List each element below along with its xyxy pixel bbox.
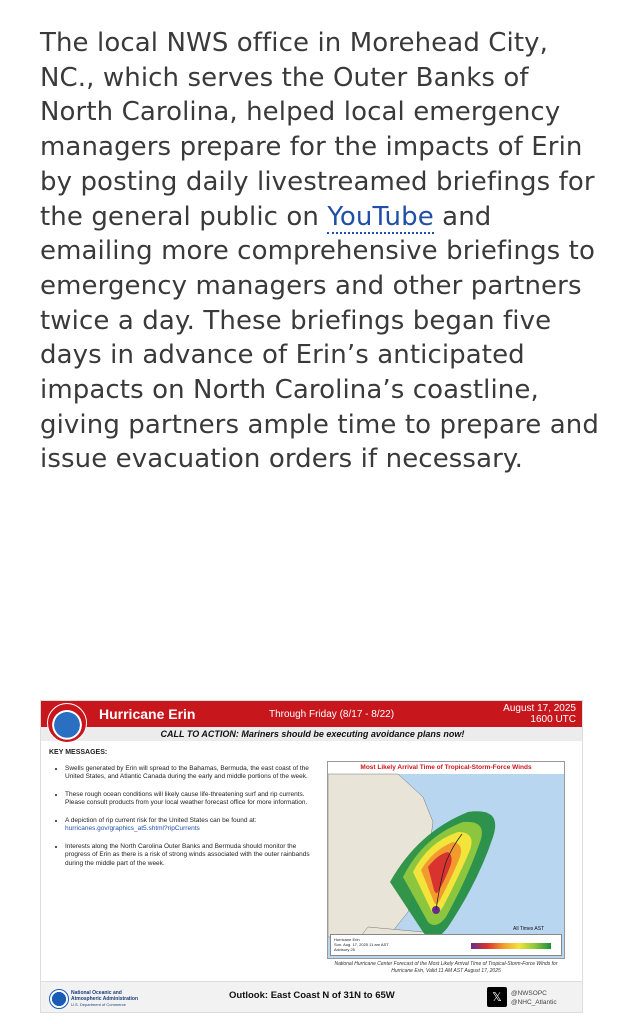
graphic-date-line: August 17, 2025: [503, 703, 576, 714]
x-logo-icon: 𝕏: [487, 987, 507, 1007]
legend-color-scale: [471, 943, 551, 949]
map-title: Most Likely Arrival Time of Tropical-Storm-Force Winds: [328, 762, 564, 774]
key-messages-title: KEY MESSAGES:: [49, 749, 108, 756]
map-times-label: All Times AST: [513, 926, 545, 932]
key-message-item: [65, 817, 311, 834]
legend-storm-name: Hurricane Erin: [334, 937, 360, 942]
graphic-date: [503, 703, 576, 725]
graphic-title: Hurricane Erin: [99, 706, 196, 722]
article-text-before-link: The local NWS office in Morehead City, NC., which serves the Outer Banks of North Carolina, helped local emergency managers prepare for the impacts of Erin by posting daily livestreamed briefings for the general public on: [40, 28, 595, 232]
key-messages-list: [49, 765, 311, 869]
graphic-footer: [41, 981, 583, 1013]
map-graphic: [328, 762, 564, 958]
youtube-link[interactable]: YouTube: [327, 201, 434, 232]
rip-current-link[interactable]: hurricanes.gov/graphics_at5.shtml?ripCurrents: [65, 825, 200, 832]
key-messages: [49, 749, 311, 877]
hurricane-erin-graphic: [40, 700, 583, 1013]
graphic-time-line: 1600 UTC: [530, 714, 576, 725]
legend-date: Sun. Aug. 17, 2025 11 am AST: [334, 942, 389, 947]
noaa-label-line: National Oceanic and: [71, 990, 122, 996]
graphic-subtitle: Through Friday (8/17 - 8/22): [269, 709, 395, 720]
nws-logo-icon: [47, 703, 87, 743]
social-handles: [511, 989, 557, 1007]
legend-storm-info: [334, 937, 389, 952]
noaa-label: [71, 990, 138, 1008]
map-caption: National Hurricane Center Forecast of the Most Likely Arrival Time of Tropical-Storm-Force Winds for Hurricane Erin, Valid 11 AM AST August 17, 2025: [334, 961, 558, 974]
noaa-label-line: Atmospheric Administration: [71, 996, 139, 1002]
wind-arrival-map: [327, 761, 565, 959]
article-paragraph: [40, 26, 600, 477]
article-text-after-link: and emailing more comprehensive briefings to emergency managers and other partners twice a day. These briefings began five days in advance of Erin’s anticipated impacts on North Carolina’s coastline, giving partners ample time to prepare and issue evacuation orders if necessary.: [40, 201, 599, 475]
noaa-label-line: U.S. Department of Commerce: [71, 1002, 126, 1007]
social-handle: @NHC_Atlantic: [511, 999, 557, 1006]
graphic-header: [41, 701, 583, 727]
key-message-item: • These rough ocean conditions will likely cause life-threatening surf and rip currents. Please consult products from your local weather forecast office for more information.: [65, 791, 311, 808]
key-message-text: A depiction of rip current risk for the United States can be found at:: [65, 816, 257, 824]
call-to-action-bar: CALL TO ACTION: Mariners should be executing avoidance plans now!: [41, 727, 583, 741]
legend-advisory: Advisory 25: [334, 947, 355, 952]
map-legend: [330, 934, 562, 956]
social-handle: @NWSOPC: [511, 990, 547, 997]
key-message-item: • Interests along the North Carolina Outer Banks and Bermuda should monitor the progress of Erin as there is a risk of strong winds associated with the outer rainbands during the middle part of the week.: [65, 843, 311, 869]
noaa-logo-icon: [49, 989, 69, 1009]
key-message-item: • Swells generated by Erin will spread to the Bahamas, Bermuda, the east coast of the United States, and Atlantic Canada during the early and middle portions of the week.: [65, 765, 311, 782]
outlook-text: Outlook: East Coast N of 31N to 65W: [229, 990, 395, 1001]
